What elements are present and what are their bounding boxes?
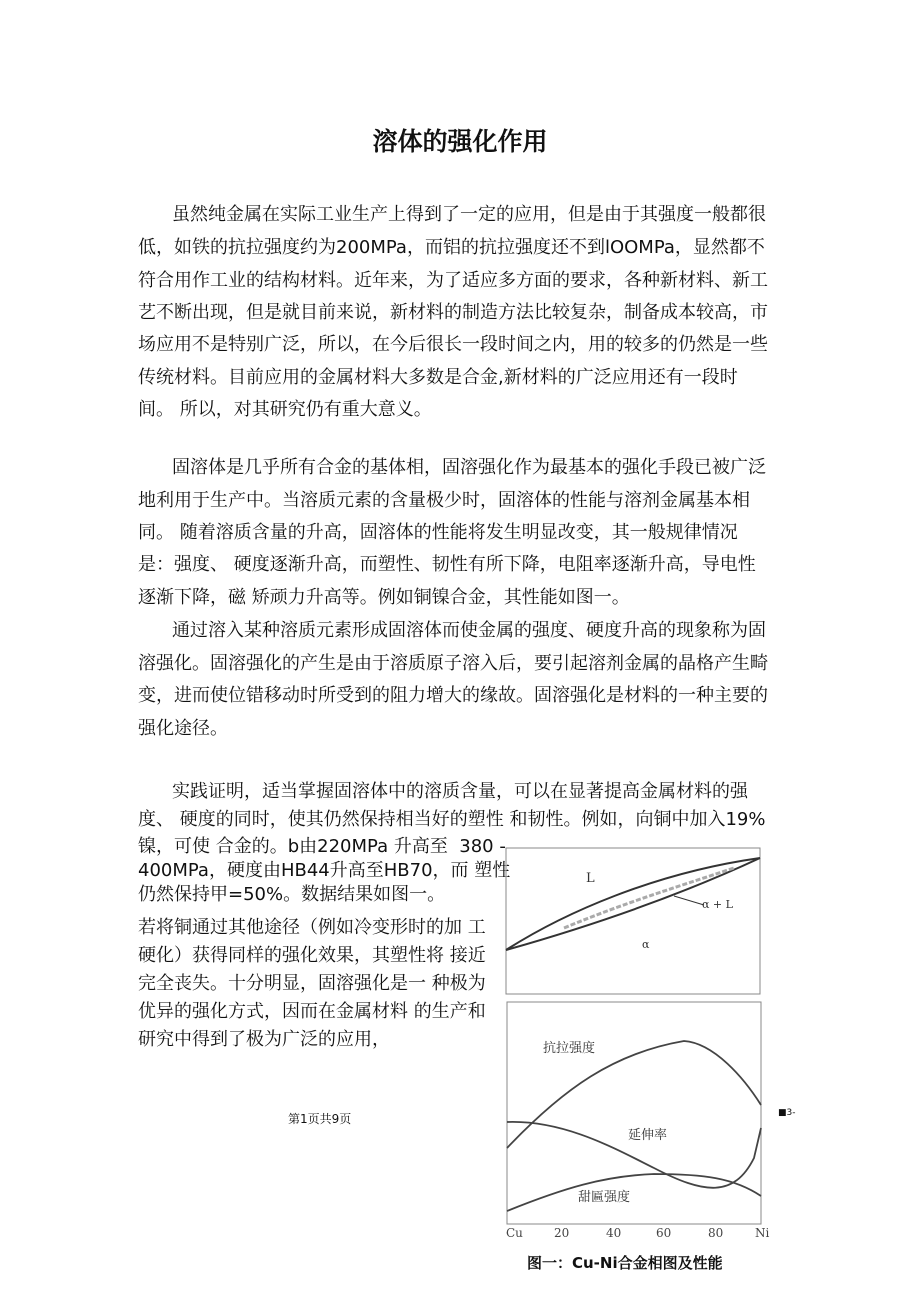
label-hardness: 甜匾强度: [578, 1190, 631, 1205]
paragraph-line: 溶强化。固溶强化的产生是由于溶质原子溶入后，要引起溶剂金属的晶格产生畸: [138, 653, 768, 674]
phase-label-alpha: α: [642, 938, 650, 951]
paragraph-line: 研究中得到了极为广泛的应用，: [138, 1029, 390, 1050]
paragraph-line: 优异的强化方式，因而在金属材料 的生产和: [138, 1001, 486, 1022]
figure-caption: 图一：Cu-Ni合金相图及性能: [527, 1254, 723, 1272]
paragraph-line: 400MPa，硬度由HB44升高至HB70，而 塑性: [138, 860, 511, 881]
x-tick: 80: [708, 1226, 724, 1240]
paragraph-line: 度、 硬度的同时，使其仍然保持相当好的塑性 和韧性。例如，向铜中加入19%: [138, 809, 766, 830]
paragraph-line: 同。 随着溶质含量的升高，固溶体的性能将发生明显改变，其一般规律情况: [138, 522, 738, 543]
paragraph-line: 实践证明，适当掌握固溶体中的溶质含量，可以在显著提高金属材料的强: [172, 781, 748, 802]
phase-label-two-phase: α + L: [702, 898, 733, 911]
paragraph-line: 镍，可使 合金的。b由220MPa 升高至 380 -: [138, 836, 506, 857]
page-footer: 第1页共9页: [288, 1112, 352, 1126]
paragraph-line: 虽然纯金属在实际工业生产上得到了一定的应用，但是由于其强度一般都很: [172, 204, 766, 225]
paragraph-line: 艺不断出现，但是就目前来说，新材料的制造方法比较复杂，制备成本较高，市: [138, 302, 768, 323]
paragraph-line: 通过溶入某种溶质元素形成固溶体而使金属的强度、硬度升高的现象称为固: [172, 620, 766, 641]
phase-diagram: [506, 848, 760, 994]
paragraph-line: 完全丧失。十分明显，固溶强化是一 种极为: [138, 973, 486, 994]
paragraph-line: 逐渐下降，磁 矫顽力升高等。例如铜镍合金，其性能如图一。: [138, 587, 630, 608]
paragraph-line: 强化途径。: [138, 718, 228, 739]
x-tick: 60: [656, 1226, 672, 1240]
paragraph-line: 固溶体是几乎所有合金的基体相，固溶强化作为最基本的强化手段已被广泛: [172, 457, 766, 478]
paragraph-line: 仍然保持甲=50%。数据结果如图一。: [138, 884, 446, 905]
paragraph-line: 场应用不是特别广泛，所以，在今后很长一段时间之内，用的较多的仍然是一些: [138, 334, 768, 355]
page-title: 溶体的强化作用: [372, 127, 548, 156]
paragraph-line: 传统材料。目前应用的金属材料大多数是合金,新材料的广泛应用还有一段时: [138, 367, 738, 388]
properties-chart: [507, 1002, 761, 1224]
paragraph-line: 低，如铁的抗拉强度约为200MPa，而铝的抗拉强度还不到lOOMPa，显然都不: [138, 237, 765, 258]
paragraph-line: 地利用于生产中。当溶质元素的含量极少时，固溶体的性能与溶剂金属基本相: [138, 490, 750, 511]
phase-label-liquid: L: [586, 871, 595, 886]
x-tick: Cu: [506, 1226, 523, 1240]
paragraph-line: 若将铜通过其他途径（例如冷变形时的加 工: [138, 917, 486, 938]
hardness-curve: [507, 1174, 761, 1211]
x-tick: Ni: [755, 1226, 770, 1240]
label-tensile-strength: 抗拉强度: [543, 1041, 596, 1056]
paragraph-line: 间。 所以，对其研究仍有重大意义。: [138, 399, 432, 420]
x-tick: 20: [554, 1226, 570, 1240]
paragraph-line: 变，进而使位错移动时所受到的阻力增大的缘故。固溶强化是材料的一种主要的: [138, 685, 768, 706]
paragraph-line: 硬化）获得同样的强化效果，其塑性将 接近: [138, 945, 486, 966]
paragraph-line: 符合用作工业的结构材料。近年来，为了适应多方面的要求，各种新材料、新工: [138, 270, 768, 291]
side-mark: ■3-: [778, 1108, 796, 1118]
x-tick: 40: [606, 1226, 622, 1240]
paragraph-line: 是：强度、 硬度逐渐升高，而塑性、韧性有所下降，电阻率逐渐升高，导电性: [138, 554, 756, 575]
label-elongation: 延伸率: [628, 1128, 668, 1143]
